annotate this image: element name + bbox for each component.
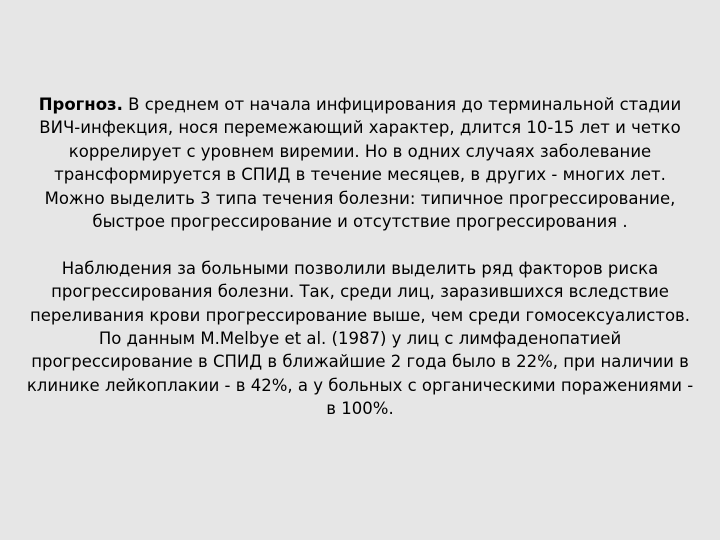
risk-factors-paragraph — [22, 257, 698, 421]
text-block — [22, 93, 698, 421]
prognosis-paragraph — [22, 93, 698, 233]
prognosis-text: В среднем от начала инфицирования до терминальной стадии ВИЧ-инфекция, нося перемежающий характер, длится 10-15 лет и четко коррелирует с уровнем виремии. Но в одних случаях заболевание трансформируется в СПИД в течение месяцев, в других - многих лет. Можно выделить 3 типа течения болезни: типичное прогрессирование, быстрое прогрессирование и отсутствие прогрессирования . — [39, 95, 682, 232]
risk-factors-text: Наблюдения за больными позволили выделить ряд факторов риска прогрессирования болезни. Так, среди лиц, заразившихся вследствие переливания крови прогрессирование выше, чем среди гомосексуалистов. По данным M.Melbye et al. (1987) у лиц с лимфаденопатией прогрессирование в СПИД в ближайшие 2 года было в 22%, при наличии в клинике лейкоплакии - в 42%, а у больных с органическими поражениями - в 100%. — [26, 258, 694, 419]
prognosis-heading: Прогноз. — [38, 95, 123, 114]
